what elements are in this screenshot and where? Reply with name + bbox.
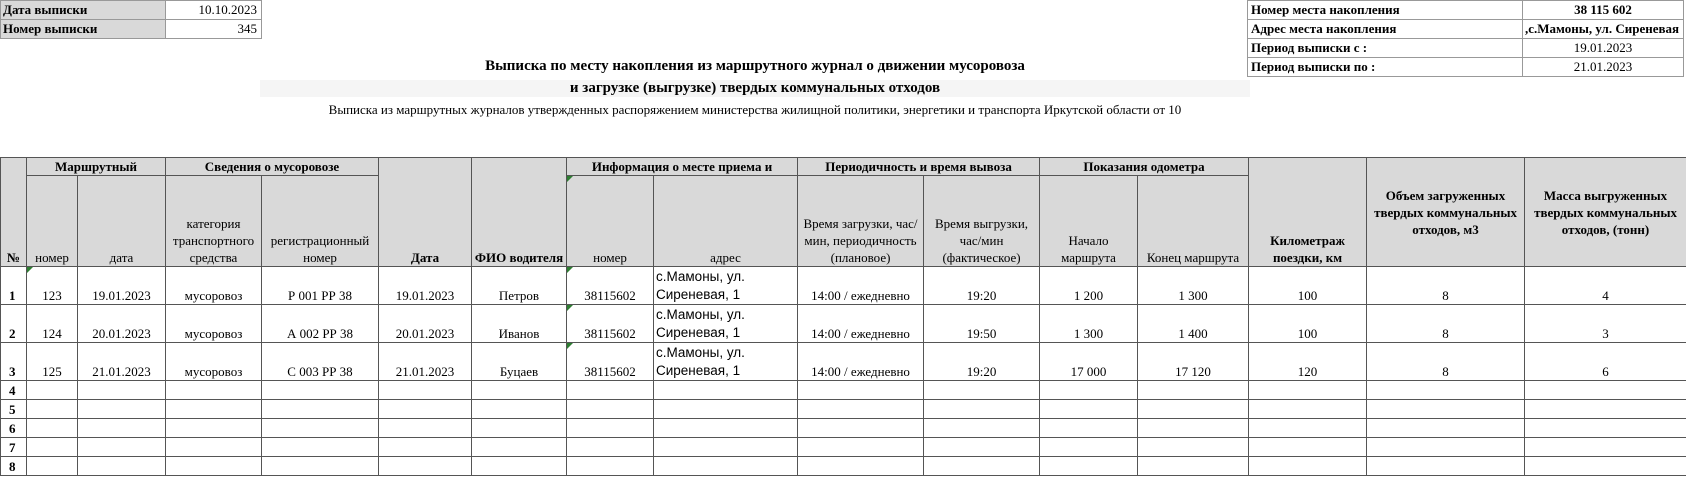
cell-empty[interactable]	[1525, 438, 1686, 457]
cell-empty[interactable]	[1040, 381, 1138, 400]
cell-empty[interactable]	[262, 457, 379, 476]
cell-empty[interactable]	[166, 457, 262, 476]
cell-empty[interactable]	[798, 381, 924, 400]
cell-route-date[interactable]: 20.01.2023	[78, 305, 166, 343]
cell-empty[interactable]	[1525, 381, 1686, 400]
cell-empty[interactable]	[1367, 381, 1525, 400]
col-driver-header: ФИО водителя	[472, 158, 567, 267]
cell-empty[interactable]	[1249, 419, 1367, 438]
cell-place-number[interactable]: 38115602	[567, 343, 654, 381]
cell-num[interactable]: 1	[1, 267, 27, 305]
cell-num[interactable]: 7	[1, 438, 27, 457]
cell-place-number[interactable]: 38115602	[567, 305, 654, 343]
cell-empty[interactable]	[1367, 400, 1525, 419]
cell-empty[interactable]	[924, 400, 1040, 419]
site-number-label: Номер места накопления	[1248, 1, 1523, 20]
table-row-empty	[1, 457, 1686, 476]
cell-date[interactable]: 20.01.2023	[379, 305, 472, 343]
cell-load-time[interactable]: 14:00 / ежедневно	[798, 267, 924, 305]
cell-empty[interactable]	[262, 419, 379, 438]
cell-empty[interactable]	[27, 400, 78, 419]
cell-odo-start[interactable]: 1 200	[1040, 267, 1138, 305]
title-line-1: Выписка по месту накопления из маршрутного журнал о движении мусоровоза	[485, 58, 1025, 74]
cell-empty[interactable]	[27, 438, 78, 457]
cell-place-number[interactable]: 38115602	[567, 267, 654, 305]
cell-empty[interactable]	[1138, 400, 1249, 419]
col-volume-header: Объем загруженных твердых коммунальных отходов, м3	[1367, 158, 1525, 267]
cell-empty[interactable]	[78, 400, 166, 419]
cell-empty[interactable]	[27, 419, 78, 438]
cell-empty[interactable]	[567, 400, 654, 419]
col-truck-category-header: категория транспортного средства	[166, 176, 262, 267]
cell-driver[interactable]: Буцаев	[472, 343, 567, 381]
table-row-empty	[1, 381, 1686, 400]
cell-empty[interactable]	[166, 381, 262, 400]
cell-empty[interactable]	[472, 419, 567, 438]
cell-empty[interactable]	[1367, 438, 1525, 457]
cell-empty[interactable]	[1525, 457, 1686, 476]
cell-date[interactable]: 19.01.2023	[379, 267, 472, 305]
cell-empty[interactable]	[27, 381, 78, 400]
cell-empty[interactable]	[567, 419, 654, 438]
group-odometer: Показания одометра	[1040, 158, 1249, 176]
cell-empty[interactable]	[166, 438, 262, 457]
route-journal-table	[0, 157, 1686, 476]
col-route-number-header: номер	[27, 176, 78, 267]
cell-empty[interactable]	[472, 438, 567, 457]
statement-date-label: Дата выписки	[1, 1, 166, 20]
cell-empty[interactable]	[1138, 381, 1249, 400]
cell-empty[interactable]	[924, 419, 1040, 438]
cell-empty[interactable]	[1249, 438, 1367, 457]
cell-empty[interactable]	[1138, 419, 1249, 438]
cell-empty[interactable]	[78, 457, 166, 476]
cell-odo-end[interactable]: 17 120	[1138, 343, 1249, 381]
cell-empty[interactable]	[1138, 438, 1249, 457]
cell-empty[interactable]	[1525, 400, 1686, 419]
cell-empty[interactable]	[1138, 457, 1249, 476]
period-from-value[interactable]: 19.01.2023	[1523, 39, 1684, 58]
period-from-label: Период выписки с :	[1248, 39, 1523, 58]
cell-mass[interactable]: 6	[1525, 343, 1686, 381]
cell-empty[interactable]	[379, 457, 472, 476]
cell-odo-start[interactable]: 1 300	[1040, 305, 1138, 343]
cell-date[interactable]: 21.01.2023	[379, 343, 472, 381]
cell-route-number[interactable]: 123	[27, 267, 78, 305]
cell-empty[interactable]	[262, 438, 379, 457]
cell-place-address[interactable]: с.Мамоны, ул. Сиреневая, 1	[654, 305, 798, 343]
col-odo-end-header: Конец маршрута	[1138, 176, 1249, 267]
cell-driver[interactable]: Петров	[472, 267, 567, 305]
cell-place-address[interactable]: с.Мамоны, ул. Сиреневая, 1	[654, 267, 798, 305]
col-place-address-header: адрес	[654, 176, 798, 267]
group-route: Маршрутный	[27, 158, 166, 176]
cell-num[interactable]: 8	[1, 457, 27, 476]
cell-odo-end[interactable]: 1 400	[1138, 305, 1249, 343]
col-num-header: №	[1, 158, 27, 267]
cell-num[interactable]: 4	[1, 381, 27, 400]
cell-truck-reg[interactable]: Р 001 РР 38	[262, 267, 379, 305]
cell-empty[interactable]	[1040, 400, 1138, 419]
cell-empty[interactable]	[924, 438, 1040, 457]
subtitle: Выписка из маршрутных журналов утвержденных распоряжением министерства жилищной политики, энергетики и транспорта Иркутской области от 10	[328, 102, 1182, 117]
cell-odo-start[interactable]: 17 000	[1040, 343, 1138, 381]
cell-empty[interactable]	[1249, 457, 1367, 476]
statement-number-value[interactable]: 345	[166, 20, 262, 39]
cell-truck-reg[interactable]: С 003 РР 38	[262, 343, 379, 381]
cell-km[interactable]: 100	[1249, 267, 1367, 305]
cell-driver[interactable]: Иванов	[472, 305, 567, 343]
cell-empty[interactable]	[1040, 457, 1138, 476]
cell-empty[interactable]	[472, 457, 567, 476]
cell-empty[interactable]	[654, 400, 798, 419]
cell-route-date[interactable]: 19.01.2023	[78, 267, 166, 305]
cell-empty[interactable]	[27, 457, 78, 476]
cell-empty[interactable]	[262, 400, 379, 419]
cell-empty[interactable]	[567, 438, 654, 457]
title-line-2: и загрузке (выгрузке) твердых коммунальных отходов	[260, 80, 1250, 97]
cell-empty[interactable]	[1040, 438, 1138, 457]
cell-empty[interactable]	[472, 381, 567, 400]
site-address-label: Адрес места накопления	[1248, 20, 1523, 39]
cell-empty[interactable]	[798, 438, 924, 457]
table-row	[1, 305, 1686, 343]
cell-truck-category[interactable]: мусоровоз	[166, 267, 262, 305]
cell-mass[interactable]: 4	[1525, 267, 1686, 305]
col-route-date-header: дата	[78, 176, 166, 267]
cell-unload-time[interactable]: 19:20	[924, 267, 1040, 305]
cell-empty[interactable]	[924, 381, 1040, 400]
statement-number-label: Номер выписки	[1, 20, 166, 39]
cell-load-time[interactable]: 14:00 / ежедневно	[798, 343, 924, 381]
table-row-empty	[1, 400, 1686, 419]
table-row-empty	[1, 438, 1686, 457]
cell-empty[interactable]	[798, 400, 924, 419]
cell-empty[interactable]	[78, 419, 166, 438]
col-odo-start-header: Начало маршрута	[1040, 176, 1138, 267]
cell-empty[interactable]	[379, 381, 472, 400]
col-km-header: Километраж поездки, км	[1249, 158, 1367, 267]
cell-odo-end[interactable]: 1 300	[1138, 267, 1249, 305]
cell-empty[interactable]	[654, 457, 798, 476]
cell-route-number[interactable]: 125	[27, 343, 78, 381]
cell-load-time[interactable]: 14:00 / ежедневно	[798, 305, 924, 343]
table-row-empty	[1, 419, 1686, 438]
cell-empty[interactable]	[654, 438, 798, 457]
cell-empty[interactable]	[379, 400, 472, 419]
cell-empty[interactable]	[1249, 400, 1367, 419]
cell-unload-time[interactable]: 19:50	[924, 305, 1040, 343]
cell-empty[interactable]	[78, 438, 166, 457]
cell-empty[interactable]	[1525, 419, 1686, 438]
col-load-time-header: Время загрузки, час/мин, периодичность (плановое)	[798, 176, 924, 267]
cell-empty[interactable]	[654, 381, 798, 400]
cell-empty[interactable]	[379, 419, 472, 438]
cell-empty[interactable]	[1367, 419, 1525, 438]
cell-num[interactable]: 5	[1, 400, 27, 419]
table-row	[1, 343, 1686, 381]
cell-route-number[interactable]: 124	[27, 305, 78, 343]
cell-empty[interactable]	[262, 381, 379, 400]
cell-empty[interactable]	[567, 457, 654, 476]
col-unload-time-header: Время выгрузки, час/мин (фактическое)	[924, 176, 1040, 267]
cell-volume[interactable]: 8	[1367, 343, 1525, 381]
cell-empty[interactable]	[472, 400, 567, 419]
cell-volume[interactable]: 8	[1367, 305, 1525, 343]
cell-empty[interactable]	[798, 457, 924, 476]
cell-empty[interactable]	[1367, 457, 1525, 476]
cell-empty[interactable]	[78, 381, 166, 400]
site-info-table	[1247, 0, 1684, 77]
cell-empty[interactable]	[567, 381, 654, 400]
cell-volume[interactable]: 8	[1367, 267, 1525, 305]
cell-empty[interactable]	[654, 419, 798, 438]
table-row	[1, 267, 1686, 305]
col-place-number-header: номер	[567, 176, 654, 267]
cell-mass[interactable]: 3	[1525, 305, 1686, 343]
site-number-value[interactable]: 38 115 602	[1523, 1, 1684, 20]
cell-empty[interactable]	[924, 457, 1040, 476]
cell-truck-category[interactable]: мусоровоз	[166, 343, 262, 381]
cell-empty[interactable]	[1249, 381, 1367, 400]
col-truck-reg-header: регистрационный номер	[262, 176, 379, 267]
site-address-value[interactable]: с.Мамоны, ул. Сиреневая,	[1523, 20, 1684, 39]
cell-route-date[interactable]: 21.01.2023	[78, 343, 166, 381]
cell-place-address[interactable]: с.Мамоны, ул. Сиреневая, 1	[654, 343, 798, 381]
cell-empty[interactable]	[379, 438, 472, 457]
cell-km[interactable]: 120	[1249, 343, 1367, 381]
col-date-header: Дата	[379, 158, 472, 267]
cell-empty[interactable]	[1040, 419, 1138, 438]
cell-empty[interactable]	[166, 400, 262, 419]
group-truck: Сведения о мусоровозе	[166, 158, 379, 176]
cell-km[interactable]: 100	[1249, 305, 1367, 343]
statement-info-table	[0, 0, 262, 39]
statement-date-value[interactable]: 10.10.2023	[166, 1, 262, 20]
cell-empty[interactable]	[166, 419, 262, 438]
group-place: Информация о месте приема и	[567, 158, 798, 176]
cell-num[interactable]: 2	[1, 305, 27, 343]
cell-unload-time[interactable]: 19:20	[924, 343, 1040, 381]
cell-num[interactable]: 3	[1, 343, 27, 381]
cell-num[interactable]: 6	[1, 419, 27, 438]
cell-empty[interactable]	[798, 419, 924, 438]
cell-truck-reg[interactable]: А 002 РР 38	[262, 305, 379, 343]
col-mass-header: Масса выгруженных твердых коммунальных отходов, (тонн)	[1525, 158, 1686, 267]
period-to-label: Период выписки по :	[1248, 58, 1523, 77]
cell-truck-category[interactable]: мусоровоз	[166, 305, 262, 343]
period-to-value[interactable]: 21.01.2023	[1523, 58, 1684, 77]
group-period: Периодичность и время вывоза	[798, 158, 1040, 176]
